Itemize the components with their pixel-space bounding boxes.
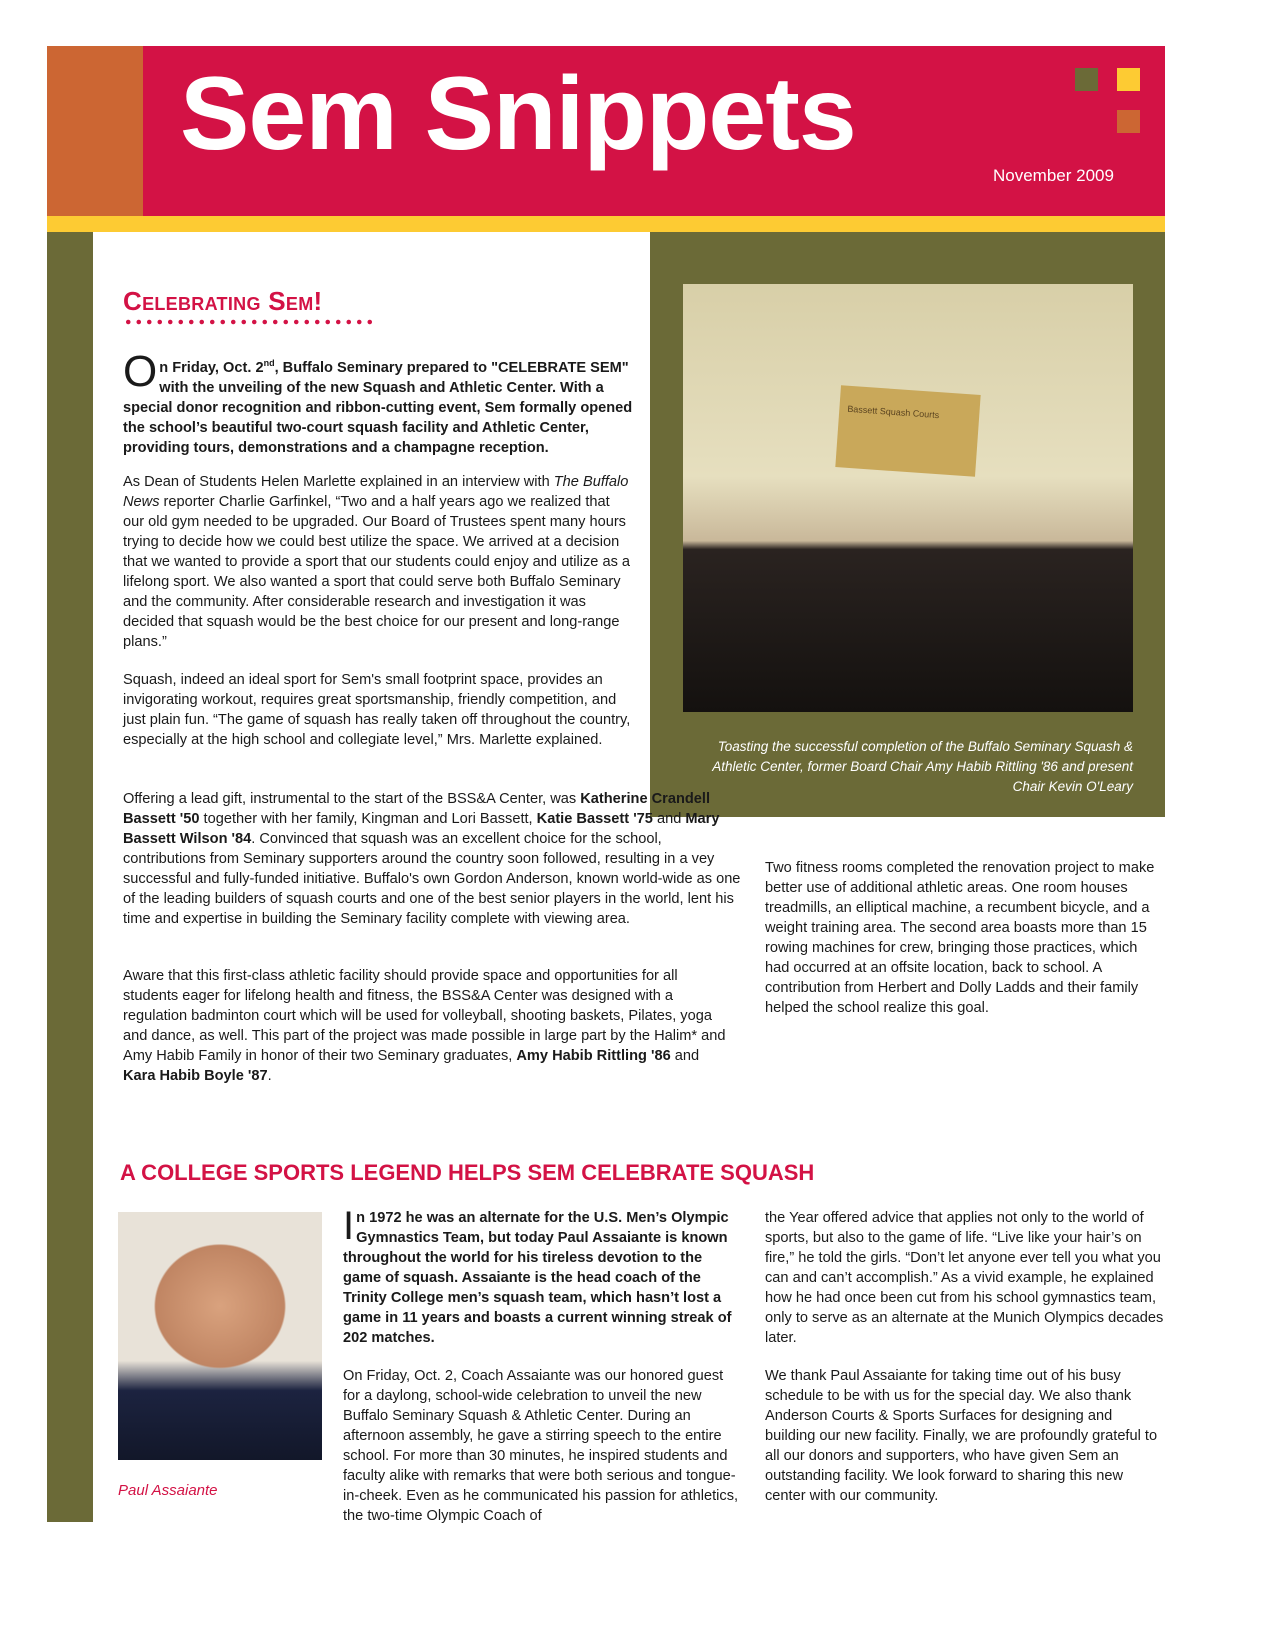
drop-cap: O [123, 347, 158, 396]
paragraph [123, 789, 743, 929]
donor-name: Katie Bassett '75 [536, 811, 653, 827]
yellow-stripe [47, 216, 1165, 232]
dotted-rule [123, 318, 373, 326]
paragraph: the Year offered advice that applies not only to the world of sports, but also to the game of life. “Live like your hair’s on fire,” he told the girls. “Don’t let anyone ever tell you what you can and can’t accomplish.” As a vivid example, he explained how he had once been cut from his school gymnastics team, only to serve as an alternate at the Munich Olympics decades later. [765, 1210, 1164, 1346]
text: . [267, 1068, 272, 1084]
text: together with her family, Kingman and Lori Bassett, [199, 811, 537, 827]
article-lead [123, 347, 643, 458]
lead-text: n 1972 he was an alternate for the U.S. Men’s Olympic Gymnastics Team, but today Paul Assaiante is known throughout the world for his tireless devotion to the game of squash. Assaiante is the head coach of the Trinity College men’s squash team, which hasn’t lost a game in 11 years and boasts a current winning streak of 202 matches. [343, 1210, 732, 1346]
donor-name: Mary Bassett Wilson '84 [123, 811, 720, 847]
photo-caption: Toasting the successful completion of the Buffalo Seminary Squash & Athletic Center, former Board Chair Amy Habib Rittling '86 and present Chair Kevin O'Leary [712, 739, 1133, 794]
paragraph: Two fitness rooms completed the renovation project to make better use of additional athletic areas. One room houses treadmills, an elliptical machine, a recumbent bicycle, and a weight training area. The second area boasts more than 15 rowing machines for crew, bringing those practices, which had occurred at an offsite location, back to school. A contribution from Herbert and Dolly Ladds and their family helped the school realize this goal. [765, 860, 1155, 1016]
text: Aware that this first-class athletic facility should provide space and opportunities for all students eager for lifelong health and fitness, the BSS&A Center was designed with a regulation badminton court which will be used for volleyball, shooting baskets, Pilates, yoga and dance, as well. This part of the project was made possible in large part by the Halim* and Amy Habib Family in honor of their two Seminary graduates, [123, 968, 726, 1064]
text: reporter Charlie Garfinkel, “Two and a half years ago we realized that our old gym needed to be upgraded. Our Board of Trustees spent many hours trying to decide how we could best utilize the space. We arrived at a decision that we wanted to provide a sport that our students could enjoy and utilize as a lifelong sport. We also wanted a sport that could serve both Buffalo Seminary and the community. After considerable research and investigation it was decided that squash would be the best choice for our present and long-range plans.” [123, 494, 631, 650]
text: As Dean of Students Helen Marlette explained in an interview with [123, 474, 554, 490]
decor-square-orange [1117, 110, 1140, 133]
text: and [670, 1048, 700, 1064]
publication-name: The Buffalo News [123, 474, 629, 510]
olive-side-strip [47, 232, 93, 1522]
paragraph: On Friday, Oct. 2, Coach Assaiante was our honored guest for a daylong, school-wide celebration to unveil the new Buffalo Seminary Squash & Athletic Center. During an afternoon assembly, he gave a stirring speech to the entire school. For more than 30 minutes, he inspired students and faculty alike with remarks that were both serious and tongue-in-cheek. Even as he communicated his passion for athletics, the two-time Olympic Coach of [343, 1368, 739, 1524]
article-heading: A COLLEGE SPORTS LEGEND HELPS SEM CELEBRATE SQUASH [120, 1160, 815, 1185]
donor-name: Kara Habib Boyle '87 [123, 1068, 268, 1084]
issue-date: November 2009 [993, 166, 1114, 185]
drop-cap: I [343, 1204, 355, 1248]
article-heading: Celebrating Sem! [123, 286, 323, 316]
paragraph: We thank Paul Assaiante for taking time out of his busy schedule to be with us for the special day. We also thank Anderson Courts & Sports Surfaces for designing and building our new facility. Finally, we are profoundly grateful to all our donors and supporters, who have given Sem an outstanding facility. We look forward to sharing this new center with our community. [765, 1368, 1158, 1504]
newsletter-title: Sem Snippets [180, 56, 856, 172]
decor-square-yellow [1117, 68, 1140, 91]
plaque: Bassett Squash Courts [835, 385, 980, 477]
donor-name: Katherine Crandell Bassett '50 [123, 791, 711, 827]
lead-text: n Friday, Oct. 2 [159, 359, 264, 376]
paragraph [123, 472, 633, 652]
photo-caption: Paul Assaiante [118, 1482, 218, 1499]
paragraph: Squash, indeed an ideal sport for Sem's small footprint space, provides an invigorating workout, requires great sportsmanship, friendly competition, and just plain fun. “The game of squash has really taken off throughout the country, especially at the high school and collegiate level,” Mrs. Marlette explained. [123, 672, 631, 748]
article-lead [343, 1204, 741, 1348]
orange-header-block [47, 46, 143, 216]
text: and [652, 811, 686, 827]
decor-square-olive [1075, 68, 1098, 91]
portrait-photo [118, 1212, 322, 1460]
paragraph [123, 966, 733, 1086]
donor-name: Amy Habib Rittling '86 [516, 1048, 671, 1064]
text: Offering a lead gift, instrumental to the start of the BSS&A Center, was [123, 791, 581, 807]
text: . Convinced that squash was an excellent choice for the school, contributions from Seminary supporters around the country soon followed, resulting in a vey successful and fully-funded initiative. Buffalo's own Gordon Anderson, known world-wide as one of the leading builders of squash courts and one of the best senior players in the world, lent his time and expertise in building the Seminary facility complete with viewing area. [123, 831, 741, 927]
lead-text: , Buffalo Seminary prepared to "CELEBRATE SEM" with the unveiling of the new Squash and Athletic Center. With a special donor recognition and ribbon-cutting event, Sem formally opened the school’s beautiful two-court squash facility and Athletic Center, providing tours, demonstrations and a champagne reception. [123, 359, 633, 456]
ordinal: nd [263, 358, 275, 368]
toast-photo [683, 284, 1133, 712]
